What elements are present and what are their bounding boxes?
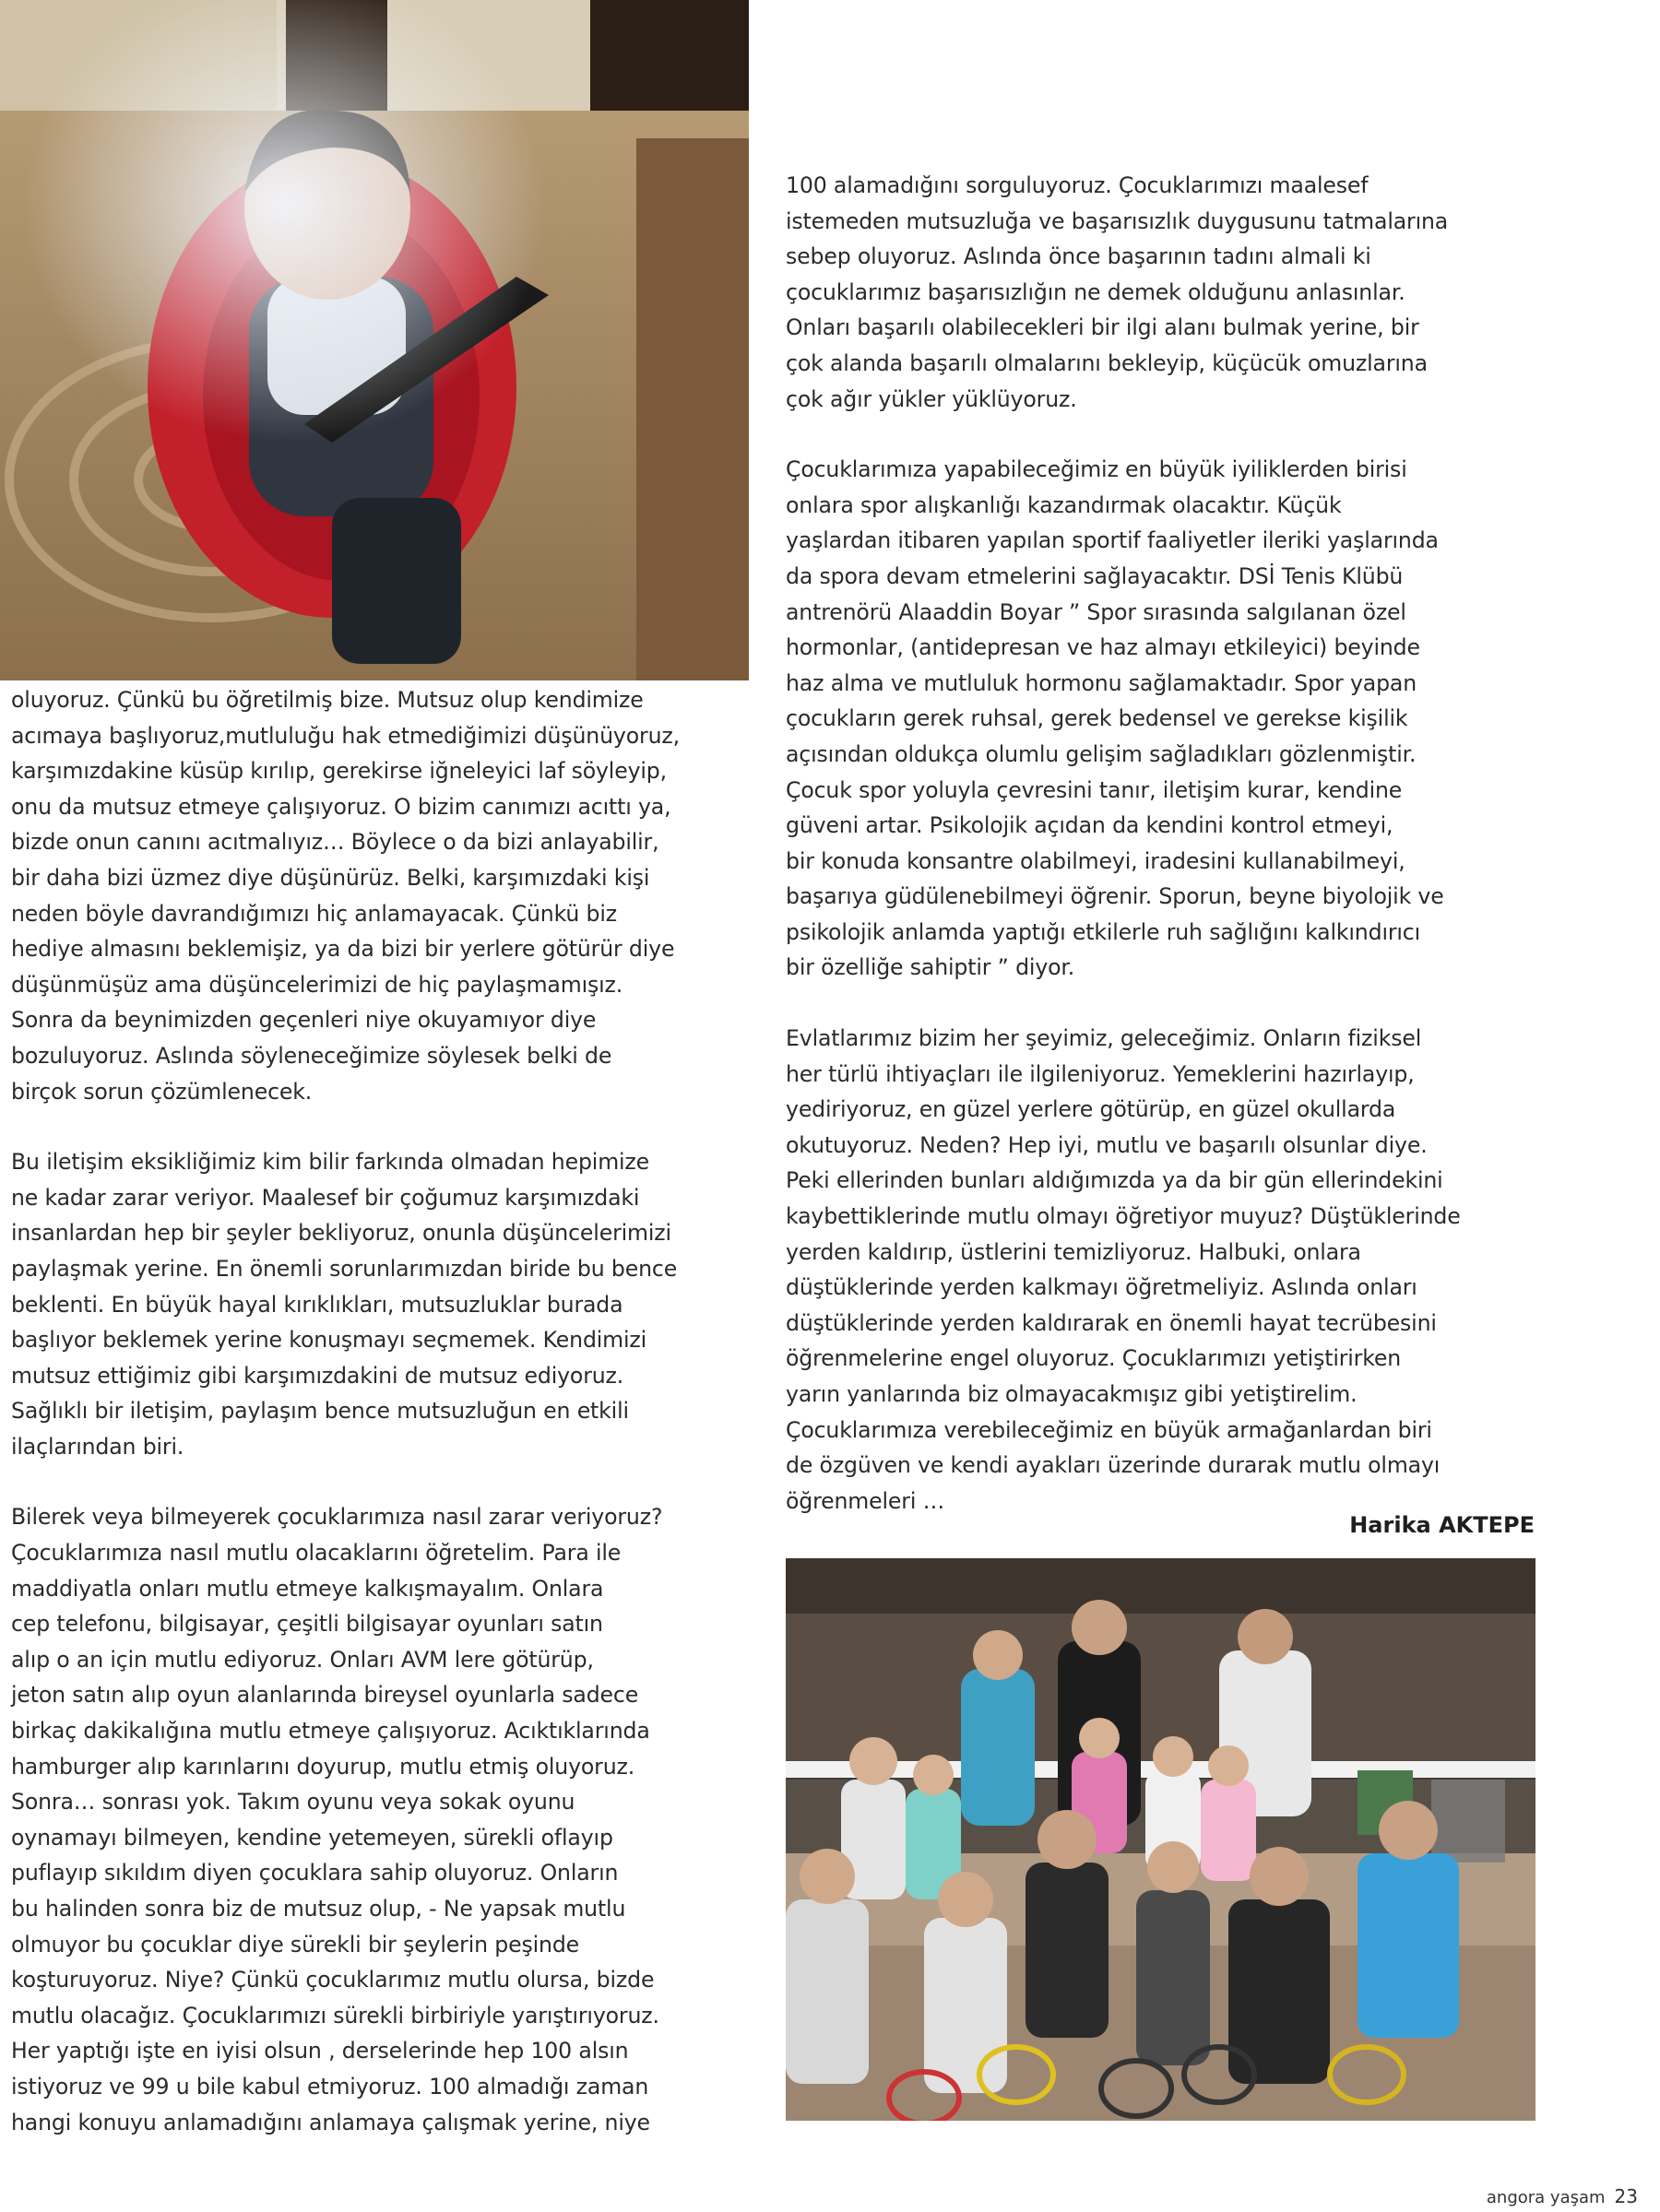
text-line: onlara spor alışkanlığı kazandırmak olacaktır. Küçük (786, 491, 1342, 518)
text-line: Bilerek veya bilmeyerek çocuklarımıza nasıl zarar veriyoruz? (11, 1504, 663, 1531)
text-line: öğrenmelerine engel oluyoruz. Çocuklarımızı yetiştirirken (786, 1345, 1402, 1372)
article-paragraph (786, 168, 1542, 417)
text-line: haz alma ve mutluluk hormonu sağlamaktadır. Spor yapan (786, 669, 1417, 696)
text-line: yarın yanlarında biz olmayacakmışız gibi yetiştirelim. (786, 1381, 1358, 1407)
text-line: acımaya başlıyoruz,mutluluğu hak etmediğimizi düşünüyoruz, (11, 722, 680, 749)
text-line: bu halinden sonra biz de mutsuz olup, - Ne yapsak mutlu (11, 1896, 626, 1922)
article-author: Harika AKTEPE (1349, 1512, 1535, 1538)
text-line: bir özelliğe sahiptir ” diyor. (786, 954, 1075, 981)
text-line: paylaşmak yerine. En önemli sorunlarımızdan biride bu bence (11, 1255, 678, 1282)
text-line: Sonra da beynimizden geçenleri niye okuyamıyor diye (11, 1007, 597, 1034)
text-line: Evlatlarımız bizim her şeyimiz, geleceğimiz. Onların fiziksel (786, 1025, 1422, 1052)
text-line: düşünmüşüz ama düşüncelerimizi de hiç paylaşmamışız. (11, 971, 623, 998)
text-line: çocuklarımız başarısızlığın ne demek olduğunu anlasınlar. (786, 278, 1405, 305)
text-line: kaybettiklerinde mutlu olmayı öğretiyor muyuz? Düştüklerinde (786, 1203, 1461, 1230)
text-line: da spora devam etmelerini sağlayacaktır. DSİ Tenis Klübü (786, 562, 1404, 589)
text-line: alıp o an için mutlu ediyoruz. Onları AVM lere götürüp, (11, 1646, 594, 1673)
text-line: güveni artar. Psikolojik açıdan da kendini kontrol etmeyi, (786, 812, 1393, 839)
text-line: neden böyle davrandığımızı hiç anlamayacak. Çünkü biz (11, 900, 618, 927)
text-line: oluyoruz. Çünkü bu öğretilmiş bize. Mutsuz olup kendimize (11, 687, 644, 713)
text-line: Çocuklarımıza yapabileceğimiz en büyük iyiliklerden birisi (786, 456, 1407, 483)
text-line: olmuyor bu çocuklar diye sürekli bir şeylerin peşinde (11, 1931, 580, 1958)
article-paragraph (11, 1499, 749, 2140)
text-line: başlıyor beklemek yerine konuşmayı seçmemek. Kendimizi (11, 1327, 647, 1354)
text-line: Sonra… sonrası yok. Takım oyunu veya sokak oyunu (11, 1789, 575, 1816)
text-line: Çocuk spor yoluyla çevresini tanır, iletişim kurar, kendine (786, 776, 1403, 803)
text-line: bizde onun canını acıtmalıyız… Böylece o da bizi anlayabilir, (11, 829, 659, 856)
text-line: yediriyoruz, en güzel yerlere götürüp, en güzel okullarda (786, 1096, 1396, 1123)
text-line: mutsuz ettiğimiz gibi karşımızdakini de mutsuz ediyoruz. (11, 1362, 624, 1389)
article-column-right (786, 168, 1542, 1519)
text-line: yaşlardan itibaren yapılan sportif faaliyetler ileriki yaşlarında (786, 527, 1439, 554)
text-line: mutlu olacağız. Çocuklarımızı sürekli birbiriyle yarıştırıyoruz. (11, 2002, 659, 2029)
text-line: Çocuklarımıza verebileceğimiz en büyük armağanlardan biri (786, 1416, 1432, 1443)
text-line: ilaçlarından biri. (11, 1433, 184, 1460)
text-line: okutuyoruz. Neden? Hep iyi, mutlu ve başarılı olsunlar diye. (786, 1131, 1428, 1158)
text-line: bozuluyoruz. Aslında söyleneceğimize söylesek belki de (11, 1042, 612, 1069)
text-line: hediye almasını beklemişiz, ya da bizi bir yerlere götürür diye (11, 936, 675, 963)
text-line: hormonlar, (antidepresan ve haz almayı etkileyici) beyinde (786, 634, 1420, 661)
text-line: çok alanda başarılı olmalarını bekleyip, küçücük omuzlarına (786, 349, 1428, 376)
text-line: hangi konuyu anlamadığını anlamaya çalışmak yerine, niye (11, 2109, 650, 2135)
text-line: Her yaptığı işte en iyisi olsun , derselerinde hep 100 alsın (11, 2038, 629, 2064)
text-line: karşımızdakine küsüp kırılıp, gerekirse iğneleyici laf söyleyip, (11, 758, 667, 785)
text-line: puflayıp sıkıldım diyen çocuklara sahip oluyoruz. Onların (11, 1860, 619, 1887)
text-line: çok ağır yükler yüklüyoruz. (786, 385, 1077, 412)
text-line: oynamayı bilmeyen, kendine yetemeyen, sürekli oflayıp (11, 1824, 613, 1851)
text-line: koşturuyoruz. Niye? Çünkü çocuklarımız mutlu olursa, bizde (11, 1967, 655, 1993)
article-paragraph (11, 682, 749, 1109)
text-line: açısından oldukça olumlu gelişim sağladıkları gözlenmiştir. (786, 740, 1417, 767)
text-line: hamburger alıp karınlarını doyurup, mutlu etmiş oluyoruz. (11, 1753, 635, 1780)
text-line: yerden kaldırıp, üstlerini temizliyoruz. Halbuki, onlara (786, 1238, 1361, 1265)
article-paragraph (786, 452, 1542, 986)
page-footer (1291, 2185, 1638, 2209)
text-line: Sağlıklı bir iletişim, paylaşım bence mutsuzluğun en etkili (11, 1398, 629, 1425)
text-line: Bu iletişim eksikliğimiz kim bilir farkında olmadan hepimize (11, 1149, 650, 1176)
text-line: maddiyatla onları mutlu etmeye kalkışmayalım. Onlara (11, 1575, 604, 1602)
text-line: psikolojik anlamda yaptığı etkilerle ruh sağlığını kalkındırıcı (786, 918, 1421, 945)
text-line: onu da mutsuz etmeye çalışıyoruz. O bizim canımızı acıttı ya, (11, 793, 671, 820)
text-line: düştüklerinde yerden kaldırarak en önemli hayat tecrübesini (786, 1309, 1437, 1336)
text-line: bir daha bizi üzmez diye düşünürüz. Belki, karşımızdaki kişi (11, 864, 650, 891)
text-line: istemeden mutsuzluğa ve başarısızlık duygusunu tatmalarına (786, 207, 1449, 234)
text-line: 100 alamadığını sorguluyoruz. Çocuklarımızı maalesef (786, 172, 1369, 198)
text-line: istiyoruz ve 99 u bile kabul etmiyoruz. 100 almadığı zaman (11, 2073, 649, 2100)
text-line: ne kadar zarar veriyor. Maalesef bir çoğumuz karşımızdaki (11, 1184, 640, 1211)
article-column-left (11, 682, 749, 2140)
text-line: her türlü ihtiyaçları ile ilgileniyoruz. Yemeklerini hazırlayıp, (786, 1060, 1415, 1087)
text-line: antrenörü Alaaddin Boyar ” Spor sırasında salgılanan özel (786, 598, 1406, 625)
text-line: Çocuklarımıza nasıl mutlu olacaklarını öğretelim. Para ile (11, 1540, 622, 1567)
text-line: çocukların gerek ruhsal, gerek bedensel ve gerekse kişilik (786, 705, 1408, 732)
text-line: insanlardan hep bir şeyler bekliyoruz, onunla düşüncelerimizi (11, 1220, 671, 1247)
photo-child-with-tablet (0, 0, 749, 680)
text-line: Onları başarılı olabilecekleri bir ilgi alanı bulmak yerine, bir (786, 314, 1419, 341)
text-line: cep telefonu, bilgisayar, çeşitli bilgisayar oyunları satın (11, 1611, 603, 1638)
text-line: Peki ellerinden bunları aldığımızda ya da bir gün ellerindekini (786, 1167, 1443, 1194)
text-line: düştüklerinde yerden kalkmayı öğretmeliyiz. Aslında onları (786, 1274, 1417, 1301)
text-line: birkaç dakikalığına mutlu etmeye çalışıyoruz. Acıktıklarında (11, 1718, 650, 1745)
text-line: bir konuda konsantre olabilmeyi, iradesini kullanabilmeyi, (786, 847, 1405, 874)
text-line: jeton satın alıp oyun alanlarında bireysel oyunlarla sadece (11, 1682, 639, 1709)
photo-tennis-group (786, 1558, 1536, 2121)
text-line: birçok sorun çözümlenecek. (11, 1078, 313, 1105)
text-line: beklenti. En büyük hayal kırıklıkları, mutsuzluklar burada (11, 1291, 623, 1318)
text-line: sebep oluyoruz. Aslında önce başarının tadını almali ki (786, 243, 1371, 270)
page-number: 23 (1614, 2185, 1638, 2207)
magazine-name: angora yaşam (1486, 2188, 1606, 2207)
text-line: de özgüven ve kendi ayakları üzerinde durarak mutlu olmayı (786, 1452, 1441, 1479)
article-paragraph (786, 1021, 1542, 1519)
text-line: öğrenmeleri … (786, 1487, 945, 1514)
text-line: başarıya güdülenebilmeyi öğrenir. Sporun, beyne biyolojik ve (786, 883, 1444, 910)
article-paragraph (11, 1144, 749, 1464)
